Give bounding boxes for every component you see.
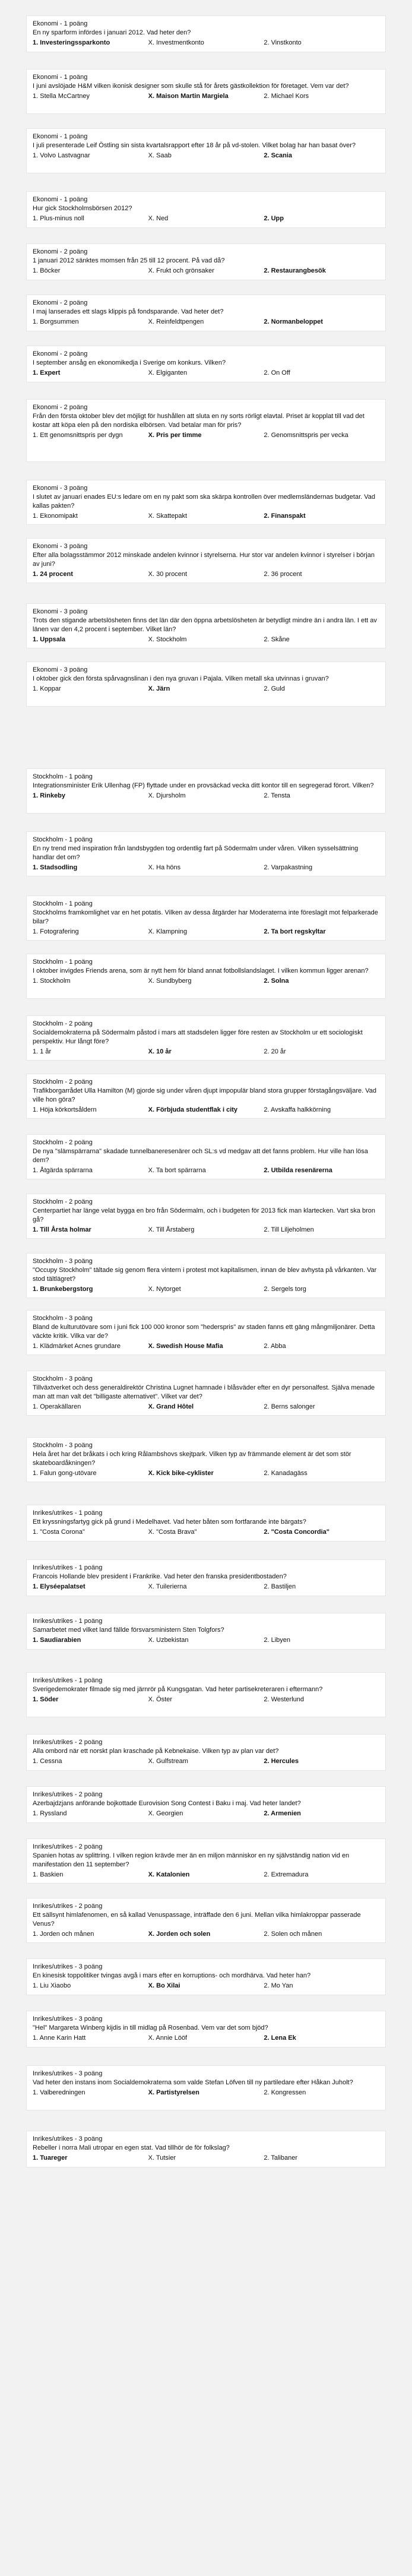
answer-options (33, 1695, 379, 1704)
question-text: Från den första oktober blev det möjligt för hushållen att sluta en ny sorts rörligt elavtal. Priset är kopplat till vad det kostar att köpa elen på den nordiska elbörsen. Vad betalar man för pris? (33, 413, 365, 429)
answer-option-2: 2. Talibaner (264, 2154, 298, 2162)
answer-option-2: 2. Solna (264, 977, 289, 985)
question-category: Stockholm - 1 poäng (33, 900, 93, 907)
question-category: Inrikes/utrikes - 1 poäng (33, 1677, 103, 1684)
answer-options (33, 635, 379, 644)
answer-option-x: X. Till Årstaberg (148, 1226, 195, 1233)
question-text: I september ansåg en ekonomikedja i Sverige om konkurs. Vilken? (33, 359, 226, 366)
answer-option-2: 2. Libyen (264, 1637, 290, 1644)
question-category: Ekonomi - 1 poäng (33, 133, 88, 140)
question-category: Ekonomi - 2 poäng (33, 350, 88, 357)
answer-option-1: 1. Liu Xiaobo (33, 1982, 71, 1989)
answer-option-2: 2. Skåne (264, 636, 290, 643)
answer-option-1: 1. Åtgärda spärrarna (33, 1167, 93, 1174)
answer-options (33, 1809, 379, 1818)
answer-option-1: 1. Expert (33, 369, 61, 376)
question-category: Stockholm - 2 poäng (33, 1139, 93, 1146)
question-text: Rebeller i norra Mali utropar en egen stat. Vad tillhör de för folkslag? (33, 2144, 230, 2151)
answer-options (33, 685, 379, 694)
answer-option-1: 1. Brunkebergstorg (33, 1286, 93, 1293)
answer-option-1: 1. Klädmärket Acnes grundare (33, 1343, 121, 1350)
answer-option-x: X. Öster (148, 1696, 173, 1703)
answer-options (33, 1583, 379, 1591)
answer-option-1: 1. Höja körkortsåldern (33, 1106, 97, 1113)
question-text: Ett kryssningsfartyg gick på grund i Medelhavet. Vad heter båten som fortfarande inte bärgats? (33, 1518, 306, 1526)
answer-option-2: 2. Bastiljen (264, 1583, 296, 1590)
question-category: Stockholm - 3 poäng (33, 1315, 93, 1322)
question-category: Stockholm - 1 poäng (33, 773, 93, 780)
answer-options (33, 1403, 379, 1412)
answer-option-2: 2. Kongressen (264, 2089, 306, 2096)
answer-option-2: 2. Utbilda resenärerna (264, 1167, 332, 1174)
answer-option-x: X. Reinfeldtpengen (148, 318, 204, 325)
question-category: Ekonomi - 1 poäng (33, 196, 88, 203)
answer-option-1: 1. Falun gong-utövare (33, 1470, 97, 1477)
answer-option-2: 2. Mo Yan (264, 1982, 293, 1989)
answer-option-1: 1. Anne Karin Hatt (33, 2034, 86, 2042)
answer-option-1: 1. Volvo Lastvagnar (33, 152, 90, 159)
question-card (26, 1310, 386, 1355)
question-card (26, 662, 386, 707)
answer-option-1: 1. Stockholm (33, 977, 71, 985)
question-text: Integrationsminister Erik Ullenhag (FP) flyttade under en provsäckad vecka ditt kontor till en segregerad förort. Vilken? (33, 782, 374, 789)
answer-option-x: X. Kick bike-cyklister (148, 1470, 214, 1477)
answer-options (33, 1636, 379, 1645)
question-text: "Occupy Stockholm" tältade sig genom flera vintern i protest mot kapitalismen, innan de blev avhysta på vårkanten. Var stod tältlägret? (33, 1267, 377, 1283)
answer-option-1: 1. Uppsala (33, 636, 66, 643)
answer-option-1: 1. Cessna (33, 1758, 62, 1765)
answer-options (33, 792, 379, 800)
answer-option-x: X. Ha höns (148, 864, 181, 871)
answer-options (33, 512, 379, 521)
question-category: Ekonomi - 2 poäng (33, 299, 88, 306)
answer-option-1: 1. 24 procent (33, 571, 73, 578)
answer-option-2: 2. Berns salonger (264, 1403, 315, 1410)
answer-option-1: 1. Söder (33, 1696, 59, 1703)
question-text: Samarbetet med vilket land fällde försvarsministern Sten Tolgfors? (33, 1626, 224, 1634)
answer-option-x: X. Järn (148, 685, 170, 692)
answer-option-1: 1. Saudiarabien (33, 1637, 81, 1644)
answer-option-x: X. Georgien (148, 1810, 183, 1817)
question-category: Stockholm - 2 poäng (33, 1078, 93, 1086)
question-text: Trots den stigande arbetslösheten finns det län där den öppna arbetslösheten är betydligt mindre än i andra län. I ett av länen var den 4,2 procent i september. Vilket län? (33, 617, 377, 633)
question-text: Ett sällsynt himlafenomen, en så kallad Venuspassage, inträffade den 6 juni. Mellan vilka himlakroppar passerade Venus? (33, 1912, 361, 1928)
question-card (26, 1672, 386, 1717)
question-category: Inrikes/utrikes - 1 poäng (33, 1564, 103, 1571)
question-card (26, 768, 386, 814)
question-text: Bland de kulturutövare som i juni fick 100 000 kronor som "hederspris" av staden fanns ett gäng mångmiljonärer. Detta väckte kritik. Vilka var de? (33, 1324, 375, 1340)
answer-option-1: 1. Stadsodling (33, 864, 78, 871)
question-category: Ekonomi - 3 poäng (33, 485, 88, 492)
answer-option-x: X. Ned (148, 215, 169, 222)
question-card (26, 399, 386, 462)
answer-option-1: 1. Ekonomipakt (33, 512, 78, 520)
answer-option-x: X. Stockholm (148, 636, 187, 643)
question-card (26, 69, 386, 114)
question-card (26, 191, 386, 228)
question-card (26, 480, 386, 525)
question-card (26, 895, 386, 941)
answer-option-2: 2. 20 år (264, 1048, 286, 1055)
question-card (26, 954, 386, 999)
answer-options (33, 1048, 379, 1056)
question-category: Stockholm - 2 poäng (33, 1020, 93, 1027)
answer-option-2: 2. Westerlund (264, 1696, 305, 1703)
answer-option-2: 2. Finanspakt (264, 512, 306, 520)
answer-option-2: 2. "Costa Concordia" (264, 1528, 330, 1536)
answer-option-2: 2. Sergels torg (264, 1286, 306, 1293)
answer-options (33, 369, 379, 378)
question-text: Hur gick Stockholmsbörsen 2012? (33, 205, 132, 212)
question-category: Inrikes/utrikes - 3 poäng (33, 2135, 103, 2143)
question-card (26, 1734, 386, 1771)
question-text: De nya "slämspärrarna" skadade tunnelbaneresenärer och SL:s vd medgav att det fanns problem. Hur ville han lösa dem? (33, 1148, 368, 1164)
question-text: I juni avslöjade H&M vilken ikonisk designer som skulle stå för årets gästkollektion för företaget. Vem var det? (33, 83, 349, 90)
answer-options (33, 1982, 379, 1990)
answer-options (33, 267, 379, 276)
answer-option-2: 2. Varpakastning (264, 864, 313, 871)
question-text: En ny trend med inspiration från landsbygden tog ordentlig fart på Södermalm under våren. Vilken sysselsättning handlar det om? (33, 845, 359, 861)
answer-option-x: X. Partistyrelsen (148, 2089, 199, 2096)
question-card (26, 346, 386, 382)
answer-options (33, 151, 379, 160)
answer-options (33, 92, 379, 101)
answer-option-2: 2. Michael Kors (264, 93, 309, 100)
answer-option-1: 1. Tuareger (33, 2154, 68, 2162)
question-card (26, 2131, 386, 2167)
question-card (26, 538, 386, 583)
answer-option-1: 1. 1 år (33, 1048, 52, 1055)
question-category: Ekonomi - 2 poäng (33, 404, 88, 411)
question-category: Inrikes/utrikes - 2 poäng (33, 1843, 103, 1850)
answer-options (33, 863, 379, 872)
question-category: Inrikes/utrikes - 2 poäng (33, 1739, 103, 1746)
question-card (26, 1253, 386, 1298)
answer-option-1: 1. Elyséepalatset (33, 1583, 85, 1590)
answer-option-x: X. Tutsier (148, 2154, 176, 2162)
answer-option-2: 2. Scania (264, 152, 293, 159)
question-card (26, 1786, 386, 1823)
answer-option-x: X. Gulfstream (148, 1758, 188, 1765)
question-category: Inrikes/utrikes - 2 poäng (33, 1903, 103, 1910)
answer-option-2: 2. Avskaffa halkkörning (264, 1106, 331, 1113)
answer-option-2: 2. On Off (264, 369, 290, 376)
question-card (26, 1838, 386, 1884)
answer-option-x: X. Uzbekistan (148, 1637, 189, 1644)
question-card (26, 2011, 386, 2047)
question-card (26, 1194, 386, 1239)
answer-options (33, 1226, 379, 1235)
answer-options (33, 1469, 379, 1478)
question-category: Stockholm - 3 poäng (33, 1375, 93, 1382)
question-card (26, 128, 386, 173)
question-text: I maj lanserades ett slags klippis på fondsparande. Vad heter det? (33, 308, 224, 315)
question-card (26, 603, 386, 648)
answer-options (33, 1930, 379, 1939)
answer-option-x: X. Djursholm (148, 792, 186, 799)
answer-options (33, 2154, 379, 2163)
answer-option-1: 1. Plus-minus noll (33, 215, 84, 222)
answer-option-x: X. Förbjuda studentflak i city (148, 1106, 238, 1113)
question-category: Stockholm - 3 poäng (33, 1258, 93, 1265)
question-text: Hela året har det bråkats i och kring Rålambshovs skejtpark. Vilken typ av främmande element är det som stör skateboardåkningen? (33, 1451, 351, 1467)
question-card (26, 1074, 386, 1119)
question-text: I slutet av januari enades EU:s ledare om en ny pakt som ska skärpa kontrollen över medlemsländernas budgetar. Vad kallas pakten? (33, 493, 376, 509)
question-category: Inrikes/utrikes - 3 poäng (33, 2070, 103, 2077)
question-category: Stockholm - 3 poäng (33, 1442, 93, 1449)
answer-option-2: 2. Ta bort regskyltar (264, 928, 326, 935)
question-category: Inrikes/utrikes - 1 poäng (33, 1618, 103, 1625)
answer-options (33, 1285, 379, 1294)
question-card (26, 831, 386, 876)
answer-option-1: 1. Ett genomsnittspris per dygn (33, 432, 123, 439)
answer-option-x: X. Annie Lööf (148, 2034, 188, 2042)
answer-option-2: 2. Extremadura (264, 1871, 309, 1878)
question-category: Inrikes/utrikes - 2 poäng (33, 1791, 103, 1798)
answer-option-x: X. Pris per timme (148, 432, 202, 439)
answer-option-2: 2. Hercules (264, 1758, 299, 1765)
question-text: Vad heter den instans inom Socialdemokraterna som valde Stefan Löfven till ny partiledare efter Håkan Juholt? (33, 2079, 353, 2086)
answer-option-1: 1. Baskien (33, 1871, 64, 1878)
answer-option-1: 1. Fotografering (33, 928, 79, 935)
answer-option-1: 1. Koppar (33, 685, 61, 692)
question-text: Stockholms framkomlighet var en het potatis. Vilken av dessa åtgärder har Moderaterna inte föreslagit mot felparkerade bilar? (33, 909, 378, 925)
question-category: Ekonomi - 3 poäng (33, 543, 88, 550)
answer-option-x: X. Elgiganten (148, 369, 188, 376)
answer-option-x: X. "Costa Brava" (148, 1528, 197, 1536)
answer-options (33, 977, 379, 986)
answer-option-2: 2. Lena Ek (264, 2034, 296, 2042)
question-text: Francois Hollande blev president i Frankrike. Vad heter den franska presidentbostaden? (33, 1573, 287, 1580)
answer-option-1: 1. "Costa Corona" (33, 1528, 85, 1536)
answer-option-1: 1. Borgsummen (33, 318, 79, 325)
question-card (26, 1898, 386, 1943)
answer-option-1: 1. Ryssland (33, 1810, 67, 1817)
answer-option-2: 2. Solen och månen (264, 1931, 322, 1938)
answer-options (33, 928, 379, 936)
question-category: Inrikes/utrikes - 1 poäng (33, 1509, 103, 1517)
answer-options (33, 570, 379, 579)
question-category: Ekonomi - 1 poäng (33, 74, 88, 81)
question-card (26, 295, 386, 331)
answer-options (33, 431, 379, 440)
question-text: Spanien hotas av splittring. I vilken region krävde mer än en miljon människor en ny självständig nation vid en manifestation den 11 september? (33, 1852, 350, 1868)
question-category: Ekonomi - 3 poäng (33, 666, 88, 673)
answer-option-2: 2. Armenien (264, 1810, 301, 1817)
answer-option-2: 2. Kanadagäss (264, 1470, 308, 1477)
answer-option-x: X. Skattepakt (148, 512, 188, 520)
answer-options (33, 1106, 379, 1115)
answer-option-2: 2. Normanbeloppet (264, 318, 323, 325)
question-card (26, 1505, 386, 1542)
answer-option-x: X. 10 år (148, 1048, 172, 1055)
answer-option-1: 1. Investeringssparkonto (33, 39, 110, 46)
answer-options (33, 1757, 379, 1766)
question-text: Socialdemokraterna på Södermalm påstod i mars att stadsdelen ligger före resten av Stockholm ur ett sociologiskt perspektiv. Hur långt före? (33, 1029, 363, 1045)
question-card (26, 1613, 386, 1650)
question-card (26, 15, 386, 52)
question-category: Ekonomi - 3 poäng (33, 608, 88, 615)
answer-option-x: X. Saab (148, 152, 172, 159)
answer-options (33, 1871, 379, 1879)
question-card (26, 1437, 386, 1482)
answer-option-x: X. Ta bort spärrarna (148, 1167, 206, 1174)
question-text: 1 januari 2012 sänktes momsen från 25 till 12 procent. På vad då? (33, 257, 225, 264)
answer-option-1: 1. Jorden och månen (33, 1931, 94, 1938)
answer-options (33, 214, 379, 223)
answer-option-x: X. Tuilerierna (148, 1583, 187, 1590)
answer-option-1: 1. Rinkeby (33, 792, 66, 799)
question-text: I juli presenterade Leif Östling sin sista kvartalsrapport efter 18 år på vd-stolen. Vilket bolag har han basat över? (33, 142, 356, 149)
question-category: Stockholm - 2 poäng (33, 1198, 93, 1205)
answer-option-x: X. Nytorget (148, 1286, 181, 1293)
question-text: Azerbajdzjans anförande bojkottade Eurovision Song Contest i Baku i maj. Vad heter landet? (33, 1800, 301, 1807)
answer-option-x: X. Katalonien (148, 1871, 190, 1878)
answer-option-x: X. Investmentkonto (148, 39, 204, 46)
answer-options (33, 2088, 379, 2097)
answer-options (33, 318, 379, 327)
question-category: Inrikes/utrikes - 3 poäng (33, 2015, 103, 2023)
question-text: Centerpartiet har länge velat bygga en bro från Södermalm, och i budgeten för 2013 fick man klartecken. Vart ska bron gå? (33, 1207, 376, 1223)
answer-option-x: X. Sundbyberg (148, 977, 192, 985)
answer-option-x: X. Klampning (148, 928, 188, 935)
question-category: Ekonomi - 2 poäng (33, 248, 88, 255)
question-card (26, 1958, 386, 1995)
answer-option-2: 2. Vinstkonto (264, 39, 302, 46)
question-category: Ekonomi - 1 poäng (33, 20, 88, 27)
answer-options (33, 1342, 379, 1351)
answer-option-1: 1. Till Årsta holmar (33, 1226, 91, 1233)
question-card (26, 1559, 386, 1596)
question-card (26, 1134, 386, 1179)
question-text: Trafikborgarrådet Ulla Hamilton (M) gjorde sig under våren djupt impopulär bland stora grupper förstagångsväljare. Vad ville hon göra? (33, 1087, 377, 1103)
question-card (26, 1015, 386, 1061)
question-text: Tillväxtverket och dess generaldirektör Christina Lugnet hamnade i blåsväder efter en dyr personalfest. Själva menade man att man valt det "billigaste alternativet". Vilket var det? (33, 1384, 375, 1400)
question-card (26, 1371, 386, 1416)
answer-option-2: 2. Guld (264, 685, 285, 692)
question-card (26, 2065, 386, 2110)
answer-option-2: 2. 36 procent (264, 571, 302, 578)
answer-option-x: X. Frukt och grönsaker (148, 267, 214, 274)
answer-option-2: 2. Genomsnittspris per vecka (264, 432, 348, 439)
answer-option-x: X. Jorden och solen (148, 1931, 211, 1938)
answer-option-2: 2. Abba (264, 1343, 286, 1350)
answer-option-x: X. Maison Martin Margiela (148, 93, 229, 100)
question-text: I oktober gick den första spårvagnslinan i den nya gruvan i Pajala. Vilken metall ska utvinnas i gruvan? (33, 675, 329, 682)
question-text: "Hel" Margareta Winberg kijdis in till midlag på Rosenbad. Vem var det som bjöd? (33, 2024, 268, 2031)
answer-options (33, 1528, 379, 1537)
question-text: Alla ombord när ett norskt plan kraschade på Kebnekaise. Vilken typ av plan var det? (33, 1748, 279, 1755)
question-text: En kinesisk toppolitiker tvingas avgå i mars efter en korruptions- och mordhärva. Vad heter han? (33, 1972, 311, 1979)
question-category: Inrikes/utrikes - 3 poäng (33, 1963, 103, 1970)
question-category: Stockholm - 1 poäng (33, 836, 93, 843)
answer-option-2: 2. Tensta (264, 792, 290, 799)
answer-option-x: X. 30 procent (148, 571, 188, 578)
answer-option-2: 2. Restaurangbesök (264, 267, 326, 274)
question-card (26, 243, 386, 280)
answer-option-x: X. Grand Hôtel (148, 1403, 194, 1410)
answer-option-x: X. Bo Xilai (148, 1982, 180, 1989)
answer-option-2: 2. Till Liljeholmen (264, 1226, 314, 1233)
answer-option-1: 1. Operakällaren (33, 1403, 81, 1410)
question-text: Sverigedemokrater filmade sig med järnrör på Kungsgatan. Vad heter partisekreteraren i eftermann? (33, 1686, 323, 1693)
answer-options (33, 39, 379, 48)
answer-option-1: 1. Valberedningen (33, 2089, 85, 2096)
answer-option-1: 1. Böcker (33, 267, 61, 274)
question-text: En ny sparform infördes i januari 2012. Vad heter den? (33, 29, 191, 36)
answer-option-x: X. Swedish House Mafia (148, 1343, 223, 1350)
question-text: I oktober invigdes Friends arena, som är nytt hem för bland annat fotbollslandslaget. I vilken kommun ligger arenan? (33, 967, 369, 974)
question-category: Stockholm - 1 poäng (33, 958, 93, 966)
answer-options (33, 1166, 379, 1175)
answer-option-2: 2. Upp (264, 215, 284, 222)
question-text: Efter alla bolagsstämmor 2012 minskade andelen kvinnor i styrelserna. Hur stor var andelen kvinnor i styrelser i början av juni? (33, 552, 375, 568)
answer-options (33, 2034, 379, 2043)
answer-option-1: 1. Stella McCartney (33, 93, 90, 100)
